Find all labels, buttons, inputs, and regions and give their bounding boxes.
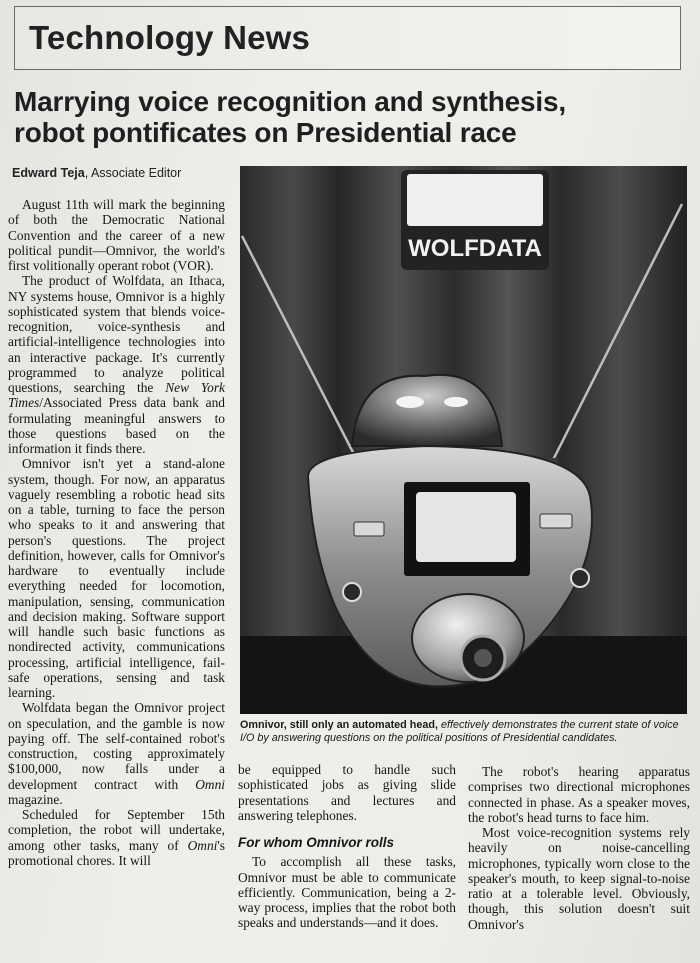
paragraph-text: Wolfdata began the Omnivor project on speculation, and the gamble is now paying off. The self-contained robot's construction, costing approximately $100,000, now falls under a development contract with [8, 700, 225, 792]
right-switch-panel [540, 514, 572, 528]
dome-highlight [396, 396, 424, 408]
lens-center [474, 649, 492, 667]
paragraph: August 11th will mark the beginning of both the Democratic National Convention and the career of a new political pundit—Omnivor, the world's first volitionally operant robot (VOR). [8, 197, 225, 273]
paragraph-text: Scheduled for September 15th completion, the robot will undertake, among other tasks, many of [8, 807, 225, 853]
sign-text: WOLFDATA [408, 235, 542, 262]
paragraph: be equipped to handle such sophisticated jobs as giving slide presentations and lectures and answering telephones. [238, 762, 456, 823]
paragraph-text: magazine. [8, 791, 63, 807]
publication-name: Omni [195, 776, 225, 792]
robot-illustration [240, 166, 687, 714]
section-banner [14, 6, 681, 70]
headline-line-2: robot pontificates on Presidential race [14, 117, 517, 148]
paragraph: The robot's hearing apparatus comprises two directional microphones connected in phase. As a speaker moves, the robot's head turns to face him. [468, 764, 690, 825]
caption-text: effectively demonstrates the current state of voice I/O by answering questions on the political positions of Presidential candidates. [240, 719, 679, 744]
byline [12, 166, 181, 180]
author-name: Edward Teja [12, 166, 85, 180]
paragraph-text: /Associated Press data bank and formulating meaningful answers to those questions based on the information it finds there. [8, 395, 225, 456]
sign-light-panel [407, 174, 543, 226]
paragraph [8, 273, 225, 456]
paragraph: Most voice-recognition systems rely heavily on noise-cancelling microphones, typically worn close to the speaker's mouth, to keep signal-to-noise ratio at a tolerable level. Obviously, though, this solution doesn't suit Omnivor's [468, 825, 690, 932]
paragraph-text: The product of Wolfdata, an Ithaca, NY systems house, Omnivor is a highly sophisticated system that blends voice-recognition, voice-synthesis and artificial-intelligence technologies into an interactive package. It's currently programmed to analyze political questions, searching the [8, 273, 225, 395]
robot-photo [240, 166, 687, 714]
left-switch-panel [354, 522, 384, 536]
crt-screen [416, 492, 516, 562]
article-subhead: For whom Omnivor rolls [238, 835, 395, 850]
dome-highlight [444, 397, 468, 407]
caption-lead: Omnivor, still only an automated head, [240, 719, 438, 731]
publication-name: Omni [187, 837, 218, 853]
article-column-2 [238, 762, 456, 931]
publication-name: New York Times [8, 380, 225, 411]
author-role: , Associate Editor [84, 166, 182, 180]
headline-line-1: Marrying voice recognition and synthesis, [14, 86, 566, 117]
paragraph [8, 807, 225, 868]
section-title: Technology News [29, 19, 311, 56]
article-column-1 [8, 197, 225, 868]
article-headline [14, 86, 694, 148]
paragraph-text: 's promotional chores. It will [8, 837, 225, 868]
article-column-3 [468, 764, 690, 932]
paragraph [8, 700, 225, 807]
paragraph: To accomplish all these tasks, Omnivor must be able to communicate efficiently. Communication, being a 2-way process, implies that the robot both speaks and understands—and it does. [238, 854, 456, 931]
paragraph: Omnivor isn't yet a stand-alone system, though. For now, an apparatus vaguely resembling a robotic head sits on a table, turning to face the person who speaks to it and answering that person's questions. The project definition, however, calls for Omnivor's hardware to eventually include everything needed for locomotion, manipulation, sensing, communication and decision making. Software support will handle such basic functions as nondirected activity, communications processing, artificial intelligence, fail-safe operations, sensing and task learning. [8, 456, 225, 700]
left-knob [343, 583, 361, 601]
right-knob [571, 569, 589, 587]
photo-caption [240, 719, 692, 745]
